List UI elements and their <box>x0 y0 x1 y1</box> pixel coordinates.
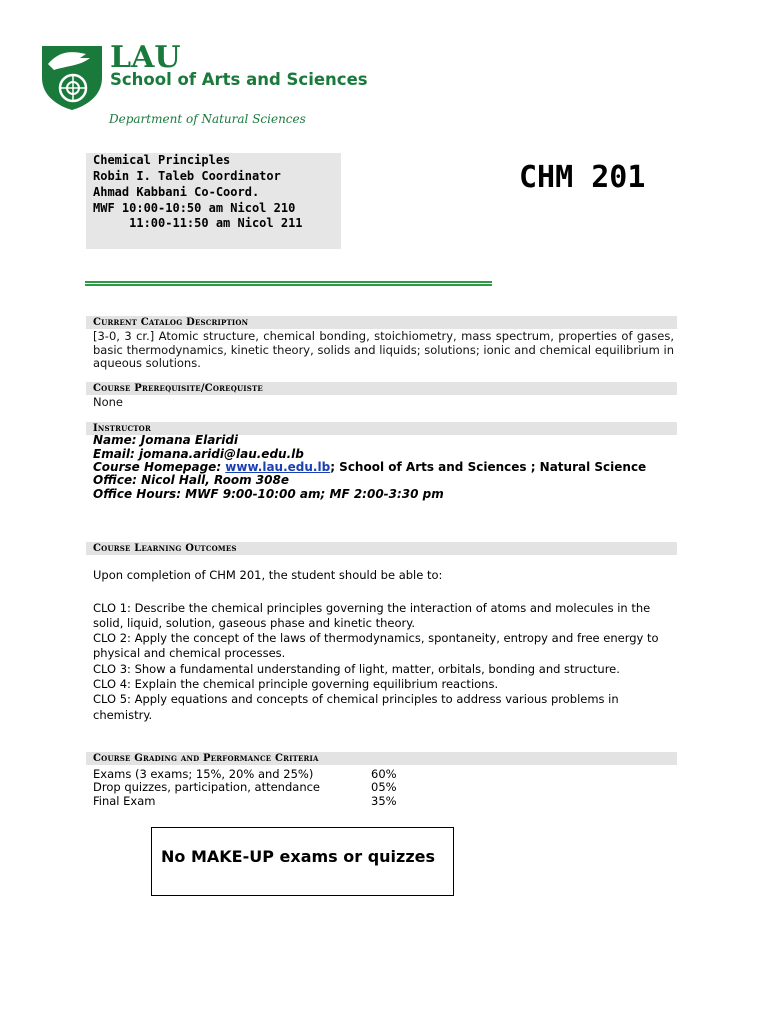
schedule-line-1: MWF 10:00-10:50 am Nicol 210 <box>93 201 296 215</box>
section-bar-outcomes <box>86 542 677 555</box>
grade-percent: 35% <box>371 794 397 808</box>
section-title: Current Catalog Description <box>93 317 249 328</box>
lau-shield-icon <box>40 44 104 112</box>
clo-line: chemistry. <box>93 708 153 722</box>
grade-item: Drop quizzes, participation, attendance <box>93 780 321 794</box>
instructor-office: Office: Nicol Hall, Room 308e <box>93 473 289 487</box>
department-name: Department of Natural Sciences <box>109 112 306 126</box>
office-hours-label: Office Hours <box>93 487 177 501</box>
section-bar-catalog <box>86 316 677 329</box>
grade-item: Exams (3 exams; 15%, 20% and 25%) <box>93 767 314 781</box>
section-title: Course Grading and Performance Criteria <box>93 753 319 764</box>
lau-logo-emblem <box>40 44 104 112</box>
grade-item: Final Exam <box>93 794 156 808</box>
course-code: CHM 201 <box>519 160 646 195</box>
clo-line: CLO 1: Describe the chemical principles governing the interaction of atoms and molecules in the <box>93 601 651 615</box>
co-coordinator: Ahmad Kabbani Co-Coord. <box>93 185 260 199</box>
homepage-rest: ; School of Arts and Sciences ; Natural Science <box>330 460 647 474</box>
school-name: School of Arts and Sciences <box>110 70 368 89</box>
course-title: Chemical Principles <box>93 153 231 167</box>
section-bar-prerequisite <box>86 382 677 395</box>
section-title: Course Learning Outcomes <box>93 543 237 554</box>
homepage-label: Course Homepage: <box>93 460 226 474</box>
section-title: Instructor <box>93 423 151 434</box>
grade-percent: 05% <box>371 780 397 794</box>
outcomes-intro: Upon completion of CHM 201, the student should be able to: <box>93 568 443 582</box>
office-hours-value: : MWF 9:00-10:00 am; MF 2:00-3:30 pm <box>176 487 444 501</box>
clo-line: CLO 5: Apply equations and concepts of chemical principles to address various problems in <box>93 692 619 706</box>
homepage-link[interactable]: www.lau.edu.lb <box>225 460 331 474</box>
section-bar-grading <box>86 752 677 765</box>
clo-line: CLO 2: Apply the concept of the laws of thermodynamics, spontaneity, entropy and free energy to <box>93 631 659 645</box>
logo-wordmark: LAU <box>110 40 181 75</box>
instructor-email: Email: jomana.aridi@lau.edu.lb <box>93 447 304 461</box>
course-info-box <box>86 153 341 249</box>
notice-box <box>151 827 454 896</box>
clo-line: physical and chemical processes. <box>93 646 286 660</box>
grade-percent: 60% <box>371 767 397 781</box>
prerequisite-value: None <box>93 395 124 409</box>
office-hours <box>93 488 444 502</box>
coordinator: Robin I. Taleb Coordinator <box>93 169 281 183</box>
clo-line: solid, liquid, solution, gaseous phase and kinetic theory. <box>93 616 416 630</box>
clo-line: CLO 4: Explain the chemical principle governing equilibrium reactions. <box>93 677 499 691</box>
divider-rule <box>85 281 492 286</box>
instructor-name: Name: Jomana Elaridi <box>93 433 239 447</box>
no-makeup-notice: No MAKE-UP exams or quizzes <box>161 847 436 866</box>
clo-line: CLO 3: Show a fundamental understanding of light, matter, orbitals, bonding and structure. <box>93 662 620 676</box>
catalog-description: [3-0, 3 cr.] Atomic structure, chemical bonding, stoichiometry, mass spectrum, properties of gases, basic thermodynamics, kinetic theory, solids and liquids; solutions; ionic and chemical equilibrium in aqueous solutions. <box>93 329 674 370</box>
section-title: Course Prerequisite/Corequiste <box>93 383 263 394</box>
schedule-line-2: 11:00-11:50 am Nicol 211 <box>93 216 303 230</box>
